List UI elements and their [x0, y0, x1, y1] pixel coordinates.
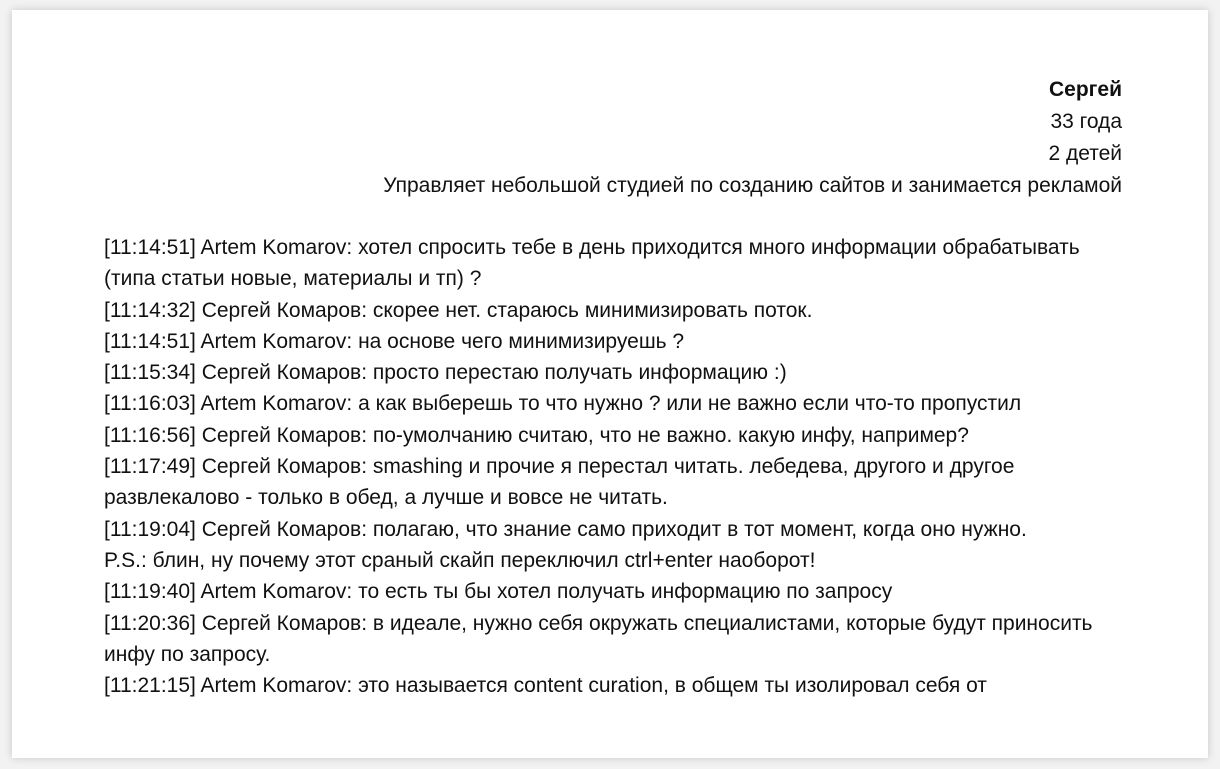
chat-message: [11:21:15] Artem Komarov: это называется content curation, в общем ты изолировал себя от — [104, 674, 987, 698]
chat-message: [11:19:04] Сергей Комаров: полагаю, что знание само приходит в тот момент, когда оно нужно. — [104, 517, 1027, 541]
document-page — [12, 10, 1208, 758]
chat-message: [11:14:51] Artem Komarov: на основе чего минимизируешь ? — [104, 329, 685, 353]
chat-message: [11:20:36] Сергей Комаров: в идеале, нужно себя окружать специалистами, которые будут приносить инфу по запросу. — [104, 611, 1093, 666]
profile-block — [383, 74, 1122, 202]
chat-log — [104, 232, 1114, 701]
profile-age: 33 года — [1050, 110, 1122, 133]
chat-message: [11:14:51] Artem Komarov: хотел спросить тебе в день приходится много информации обрабатывать (типа статьи новые, материалы и тп) ? — [104, 236, 1080, 291]
chat-message: [11:14:32] Сергей Комаров: скорее нет. стараюсь минимизировать поток. — [104, 298, 813, 322]
chat-message: [11:17:49] Сергей Комаров: smashing и прочие я перестал читать. лебедева, другого и другое развлекалово - только в обед, а лучше и вовсе не читать. — [104, 455, 1015, 510]
chat-message: [11:16:03] Artem Komarov: а как выберешь то что нужно ? или не важно если что-то пропустил — [104, 392, 1022, 416]
chat-message: P.S.: блин, ну почему этот сраный скайп переключил ctrl+enter наоборот! — [104, 548, 816, 572]
profile-occupation: Управляет небольшой студией по созданию сайтов и занимается рекламой — [383, 174, 1122, 197]
chat-message: [11:16:56] Сергей Комаров: по-умолчанию считаю, что не важно. какую инфу, например? — [104, 423, 969, 447]
profile-name: Сергей — [1048, 78, 1122, 101]
chat-message: [11:15:34] Сергей Комаров: просто перестаю получать информацию :) — [104, 361, 787, 385]
chat-message: [11:19:40] Artem Komarov: то есть ты бы хотел получать информацию по запросу — [104, 580, 893, 604]
profile-children: 2 детей — [1048, 142, 1122, 165]
